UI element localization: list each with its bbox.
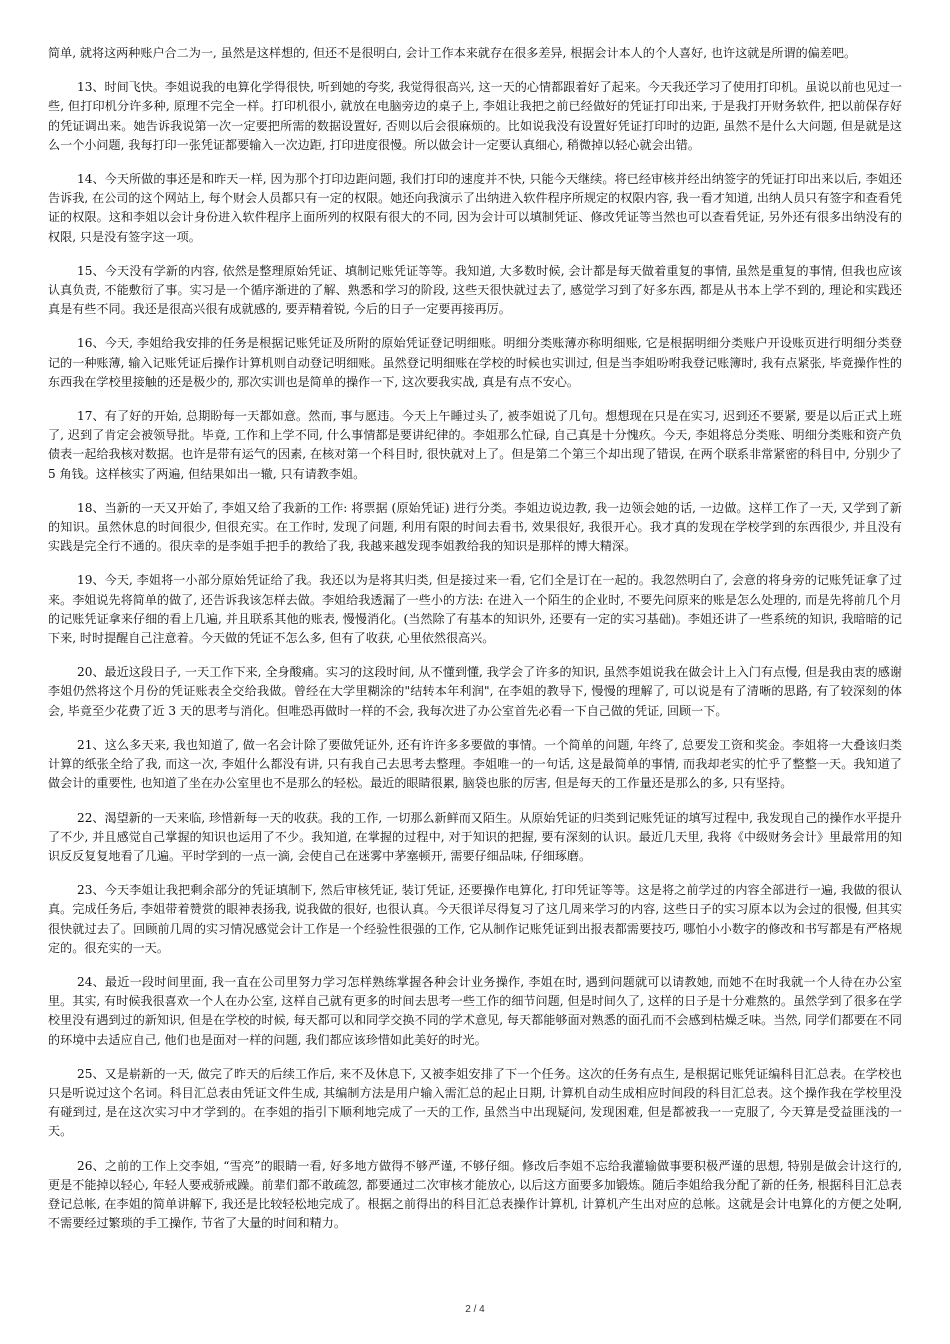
paragraph-23: 23、今天李姐让我把剩余部分的凭证填制下, 然后审核凭证, 装订凭证, 还要操作电算化, 打印凭证等等。这是将之前学过的内容全部进行一遍, 我做的很认真。完成任务后, 李姐带着赞赏的眼神表扬我, 说我做的很好, 也很认真。今天很详尽得复习了这几周来学习的内容, 这些日子的实习原本以为会过的很慢, 但其实很快就过去了。回顾前几周的实习情况感觉会计工作是一个经验性很强的工作, 它从制作记账凭证到出报表都需要技巧, 哪怕小小数字的修改和书写都是有严格规定的。很充实的一天。 [48, 883, 902, 955]
paragraph-22: 22、渴望新的一天来临, 珍惜新每一天的收获。我的工作, 一切那么新鲜而又陌生。从原始凭证的归类到记账凭证的填写过程中, 我发现自己的操作水平提升了不少, 并且感觉自己掌握的知识也运用了不少。我知道, 在掌握的过程中, 对于知识的把握, 要有深刻的认识。最近几天里, 我将《中级财务会计》里最常用的知识反反复复地看了几遍。平时学到的一点一滴, 会使自己在迷雾中茅塞顿开, 需要仔细品味, 仔细琢磨。 [48, 810, 902, 863]
paragraph-14: 14、今天所做的事还是和昨天一样, 因为那个打印边距问题, 我们打印的速度并不快, 只能今天继续。将已经审核并经出纳签字的凭证打印出来以后, 李姐还告诉我, 在公司的这个网站上, 每个财会人员都只有一定的权限。她还向我演示了出纳进入软件程序所规定的权限内容, 我一看才知道, 出纳人员只有签字和查看凭证的权限。这和李姐以会计身份进入软件程序上面所列的权限有很大的不同, 因为会计可以填制凭证、修改凭证等当然也可以查看凭证, 另外还有很多出纳没有的权限, 只是没有签字这一项。 [48, 172, 902, 244]
paragraph-20: 20、最近这段日子, 一天工作下来, 全身酸痛。实习的这段时间, 从不懂到懂, 我学会了许多的知识, 虽然李姐说我在做会计上入门有点慢, 但是我由衷的感谢李姐仍然将这个月份的凭证账表全交给我做。曾经在大学里糊涂的"结转本年利润", 在李姐的教导下, 慢慢的理解了, 可以说是有了清晰的思路, 有了较深刻的体会, 毕竟至少花费了近 3 天的思考与消化。但唯恐再做时一样的不会, 我每次进了办公室首先必看一下自己做的凭证, 回顾一下。 [48, 665, 902, 718]
paragraph-15: 15、今天没有学新的内容, 依然是整理原始凭证、填制记账凭证等等。我知道, 大多数时候, 会计都是每天做着重复的事情, 虽然是重复的事情, 但我也应该认真负责, 不能敷衍了事。实习是一个循序渐进的了解、熟悉和学习的阶段, 这些天很快就过去了, 感觉学习到了好多东西, 都是从书本上学不到的, 理论和实践还真是有些不同。我还是很高兴很有成就感的, 要弄精着锐, 今后的日子一定要再接再厉。 [48, 263, 902, 317]
paragraph-18: 18、当新的一天又开始了, 李姐又给了我新的工作: 将票据 (原始凭证) 进行分类。李姐边说边教, 我一边领会她的话, 一边做。这样工作了一天, 又学到了新的知识。虽然休息的时间很少, 但很充实。在工作时, 发现了问题, 利用有限的时间去看书, 效果很好, 我很开心。我才真的发现在学校学到的东西很少, 并且没有实践是完全行不通的。很庆幸的是李姐手把手的教给了我, 我越来越发现李姐教给我的知识是那样的博大精深。 [48, 500, 902, 554]
paragraph-16: 16、今天, 李姐给我安排的任务是根据记账凭证及所附的原始凭证登记明细账。明细分类账薄亦称明细账, 它是根据明细分类账户开设账页进行明细分类登记的一种账薄, 输入记账凭证后操作计算机则自动登记明细账。虽然登记明细账在学校的时候也实训过, 但是当李姐吩咐我登记账簿时, 我有点紧张, 毕竟操作性的东西我在学校里接触的还是极少的, 那次实训也是简单的操作一下, 这次要我实战, 真是有点不安心。 [48, 336, 902, 389]
paragraph-13: 13、时间飞快。李姐说我的电算化学得很快, 听到她的夸奖, 我觉得很高兴, 这一天的心情都跟着好了起来。今天我还学习了使用打印机。虽说以前也见过一些, 但打印机分许多种, 原理不完全一样。打印机很小, 就放在电脑旁边的桌子上, 李姐让我把之前已经做好的凭证打印出来, 于是我打开财务软件, 把以前保存好的凭证调出来。她告诉我说第一次一定要把所需的数据设置好, 否则以后会很麻烦的。比如说我没有设置好凭证打印时的边距, 虽然不是什么大问题, 但是就是这么一个小问题, 我每打印一张凭证都要输入一次边距, 打印进度很慢。所以做会计一定要认真细心, 稍微掉以轻心就会出错。 [48, 80, 902, 152]
paragraph-17: 17、有了好的开始, 总期盼每一天都如意。然而, 事与愿违。今天上午睡过头了, 被李姐说了几句。想想现在只是在实习, 迟到还不要紧, 要是以后正式上班了, 迟到了肯定会被领导批。毕竟, 工作和上学不同, 什么事情都是要讲纪律的。李姐那么忙碌, 自己真是十分愧疚。今天, 李姐将总分类账、明细分类账和资产负债表一起给我核对数据。也许是带有运气的因素, 在核对第一个科目时, 很快就对上了。但是第二个第三个却出现了错误, 在两个联系非常紧密的科目中, 分别少了 5 角钱。这样核实了两遍, 但结果如出一辙, 只有请教李姐。 [48, 409, 902, 481]
paragraph-25: 25、又是崭新的一天, 做完了昨天的后续工作后, 来不及休息下, 又被李姐安排了下一个任务。这次的任务有点生, 是根据记账凭证编科目汇总表。在学校也只是听说过这个名词。科目汇总表由凭证文件生成, 其编制方法是用户输入需汇总的起止日期, 计算机自动生成相应时间段的科目汇总表。这个操作我在学校里没有碰到过, 是在这次实习中才学到的。在李姐的指引下顺利地完成了一天的工作, 虽然当中出现疑问, 发现困难, 但是都被我一一克服了, 今天算是受益匪浅的一天。 [48, 1066, 902, 1139]
paragraph-19: 19、今天, 李姐将一小部分原始凭证给了我。我还以为是将其归类, 但是接过来一看, 它们全是订在一起的。我忽然明白了, 会意的将身旁的记账凭证拿了过来。李姐说先将简单的做了, 还告诉我该怎样去做。李姐给我透漏了一些小的方法: 在进入一个陌生的企业时, 不要先问原来的账是怎么处理的, 而是先将前几个月的记账凭证拿来仔细的看上几遍, 并且联系其他的账表, 慢慢消化。(当然除了有基本的知识外, 还要有一定的实习基础)。李姐还讲了一些系统的知识, 我暗暗的记下来, 时时提醒自己注意着。今天做的凭证不怎么多, 但有了收获, 心里依然很高兴。 [48, 573, 902, 646]
paragraph-24: 24、最近一段时间里面, 我一直在公司里努力学习怎样熟练掌握各种会计业务操作, 李姐在时, 遇到问题就可以请教她, 而她不在时我就一个人待在办公室里。其实, 有时候我很喜欢一个人在办公室, 这样自己就有更多的时间去思考一些工作的细节问题, 但是时间久了, 这样的日子是十分难熬的。虽然学到了很多在学校里没有遇到过的新知识, 但是在学校的时候, 每天都可以和同学交换不同的学术意见, 每天都能够面对熟悉的面孔而不会感到枯燥乏味。当然, 同学们都要在不同的环境中去适应自己, 他们也是面对一样的问题, 我们都应该珍惜如此美好的时光。 [48, 974, 902, 1047]
page-number: 2 / 4 [465, 1304, 485, 1315]
paragraph-21: 21、这么多天来, 我也知道了, 做一名会计除了要做凭证外, 还有许许多多要做的事情。一个简单的问题, 年终了, 总要发工资和奖金。李姐将一大叠该归类计算的纸张全给了我, 而这一次, 李姐什么都没有讲, 只有我自己去思考去整理。李姐唯一的一句话, 这是最简单的事情, 而我却老实的忙乎了整整一天。我知道了做会计的重要性, 也知道了坐在办公室里也不是那么的轻松。最近的眼睛很累, 脑袋也胀的厉害, 但是每天的工作量还是那么的多, 只有坚持。 [48, 737, 902, 791]
paragraph-continuation: 简单, 就将这两种账户合二为一, 虽然是这样想的, 但还不是很明白, 会计工作本来就存在很多差异, 根据会计本人的个人喜好, 也许这就是所谓的偏差吧。 [48, 46, 857, 60]
paragraph-26: 26、之前的工作上交李姐, “雪亮”的眼睛一看, 好多地方做得不够严谨, 不够仔细。修改后李姐不忘给我灌输做事要积极严谨的思想, 特别是做会计这行的, 更是不能掉以轻心, 年轻人要戒骄戒躁。前辈们都不敢疏忽, 都要通过二次审核才能放心, 以后这方面要多加锻炼。随后李姐给我分配了新的任务, 根据科目汇总表登记总帐, 在李姐的简单讲解下, 我还是比较轻松地完成了。根据之前得出的科目汇总表操作计算机, 计算机产生出对应的总帐。这就是会计电算化的方便之处啊, 不需要经过繁琐的手工操作, 节省了大量的时间和精力。 [48, 1158, 902, 1231]
